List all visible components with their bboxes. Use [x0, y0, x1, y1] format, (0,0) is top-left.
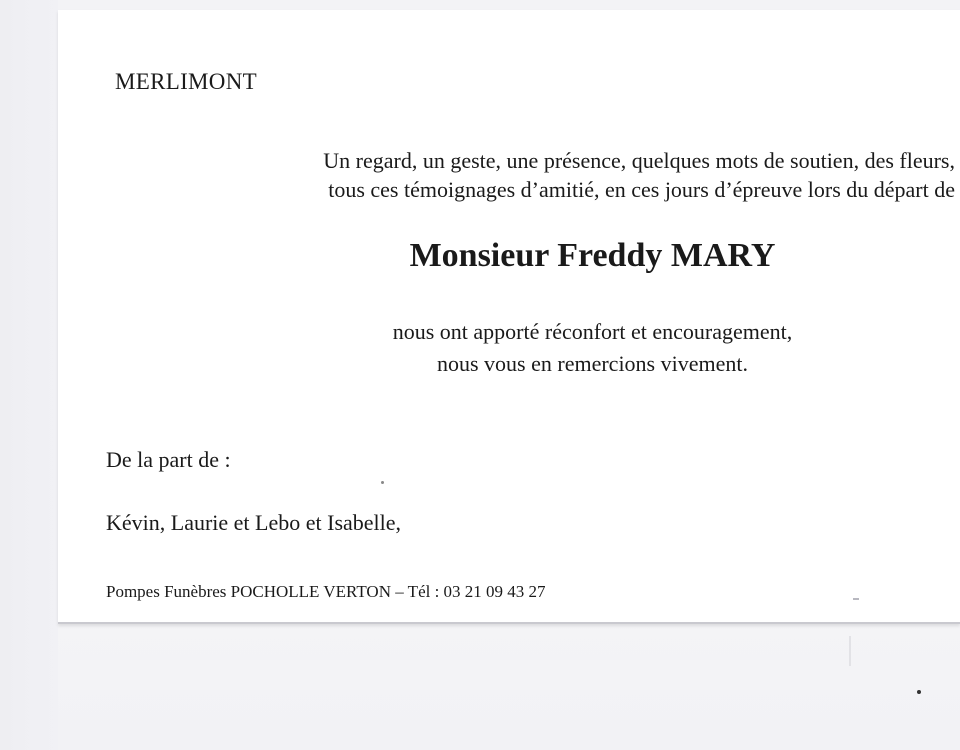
thanks-line-1: nous ont apporté réconfort et encouragement,: [392, 319, 793, 344]
scan-mark: [849, 636, 851, 666]
family-names: Kévin, Laurie et Lebo et Isabelle,: [106, 510, 402, 535]
thanks-paragraph: [0, 316, 960, 380]
place-name: MERLIMONT: [115, 69, 257, 94]
scan-speck: [381, 481, 384, 484]
scan-mark: [853, 598, 859, 600]
deceased-name: Monsieur Freddy MARY: [409, 237, 776, 274]
intro-paragraph: [235, 146, 955, 204]
thanks-line-2: nous vous en remercions vivement.: [437, 351, 748, 376]
scan-speck: [917, 690, 921, 694]
from-label: De la part de :: [106, 447, 231, 472]
intro-line-2: tous ces témoignages d’amitié, en ces jours d’épreuve lors du départ de: [328, 177, 955, 202]
intro-line-1: Un regard, un geste, une présence, quelques mots de soutien, des fleurs,: [323, 148, 955, 173]
funeral-home-line: Pompes Funèbres POCHOLLE VERTON – Tél : 03 21 09 43 27: [106, 582, 546, 601]
